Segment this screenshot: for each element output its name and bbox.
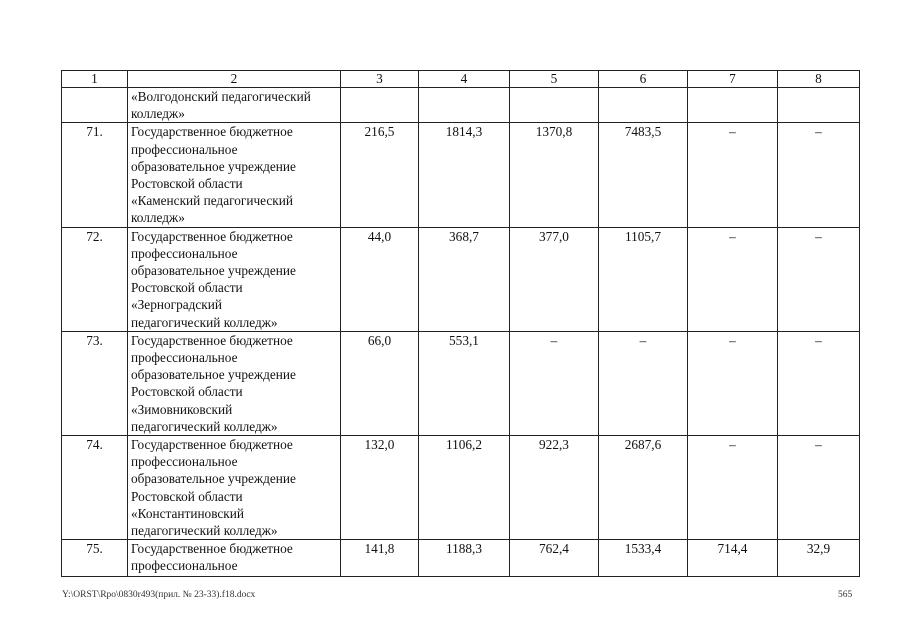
column-header: 6: [599, 71, 688, 88]
name-line: профессиональное: [131, 245, 238, 261]
table-row: [62, 123, 860, 227]
name-line: профессиональное: [131, 350, 238, 366]
value-col-4: 1106,2: [419, 436, 510, 540]
row-number: 73.: [62, 331, 128, 435]
institution-name: [128, 436, 341, 540]
name-line: «Каменский педагогический: [131, 193, 293, 209]
value-col-6: 7483,5: [599, 123, 688, 227]
column-header: 5: [510, 71, 599, 88]
footer-file-path: Y:\ORST\Rpo\0830r493(прил. № 23-33).f18.docx: [62, 590, 256, 600]
value-col-3: 44,0: [341, 227, 419, 331]
institution-name: [128, 227, 341, 331]
value-col-5: [510, 88, 599, 123]
name-line: Государственное бюджетное: [131, 541, 293, 557]
name-line: колледж»: [131, 210, 185, 226]
value-col-5: 377,0: [510, 227, 599, 331]
name-line: Государственное бюджетное: [131, 437, 293, 453]
value-col-8: [778, 88, 860, 123]
table-row: [62, 436, 860, 540]
value-col-5: 762,4: [510, 540, 599, 577]
value-col-4: 553,1: [419, 331, 510, 435]
name-line: «Зимовниковский: [131, 401, 233, 417]
value-col-3: 66,0: [341, 331, 419, 435]
name-line: Государственное бюджетное: [131, 228, 293, 244]
name-line: образовательное учреждение: [131, 367, 296, 383]
table-row: [62, 331, 860, 435]
value-col-4: [419, 88, 510, 123]
value-col-7: –: [688, 227, 778, 331]
value-col-4: 368,7: [419, 227, 510, 331]
name-line: Государственное бюджетное: [131, 332, 293, 348]
table-row: [62, 227, 860, 331]
institution-name: [128, 88, 341, 123]
institution-name: [128, 540, 341, 577]
name-line: Ростовской области: [131, 176, 243, 192]
value-col-6: 1533,4: [599, 540, 688, 577]
value-col-3: 132,0: [341, 436, 419, 540]
name-line: профессиональное: [131, 558, 238, 574]
value-col-7: 714,4: [688, 540, 778, 577]
name-line: профессиональное: [131, 454, 238, 470]
value-col-6: 2687,6: [599, 436, 688, 540]
name-line: Ростовской области: [131, 384, 243, 400]
value-col-3: 141,8: [341, 540, 419, 577]
value-col-6: –: [599, 331, 688, 435]
name-line: профессиональное: [131, 141, 238, 157]
value-col-4: 1188,3: [419, 540, 510, 577]
value-col-8: –: [778, 436, 860, 540]
name-line: «Константиновский: [131, 505, 244, 521]
name-line: Государственное бюджетное: [131, 124, 293, 140]
column-header: 1: [62, 71, 128, 88]
column-header: 3: [341, 71, 419, 88]
column-header: 2: [128, 71, 341, 88]
name-line: Ростовской области: [131, 488, 243, 504]
data-table: [61, 70, 860, 577]
column-header: 7: [688, 71, 778, 88]
name-line: Ростовской области: [131, 280, 243, 296]
name-line: педагогический колледж»: [131, 523, 278, 539]
row-number: 75.: [62, 540, 128, 577]
value-col-8: –: [778, 123, 860, 227]
value-col-3: 216,5: [341, 123, 419, 227]
table-row: [62, 540, 860, 577]
value-col-7: [688, 88, 778, 123]
name-line: педагогический колледж»: [131, 418, 278, 434]
value-col-7: –: [688, 436, 778, 540]
row-number: 71.: [62, 123, 128, 227]
name-line: образовательное учреждение: [131, 263, 296, 279]
footer-page-number: 565: [838, 590, 853, 600]
value-col-7: –: [688, 123, 778, 227]
value-col-8: –: [778, 227, 860, 331]
value-col-5: –: [510, 331, 599, 435]
institution-name: [128, 331, 341, 435]
name-line: образовательное учреждение: [131, 158, 296, 174]
value-col-8: 32,9: [778, 540, 860, 577]
value-col-4: 1814,3: [419, 123, 510, 227]
name-line: колледж»: [131, 106, 185, 122]
value-col-6: [599, 88, 688, 123]
value-col-5: 1370,8: [510, 123, 599, 227]
table-header-row: [62, 71, 860, 88]
name-line: педагогический колледж»: [131, 314, 278, 330]
value-col-7: –: [688, 331, 778, 435]
column-header: 8: [778, 71, 860, 88]
row-number: 72.: [62, 227, 128, 331]
value-col-6: 1105,7: [599, 227, 688, 331]
value-col-8: –: [778, 331, 860, 435]
column-header: 4: [419, 71, 510, 88]
value-col-5: 922,3: [510, 436, 599, 540]
name-line: образовательное учреждение: [131, 471, 296, 487]
row-number: [62, 88, 128, 123]
row-number: 74.: [62, 436, 128, 540]
name-line: «Зерноградский: [131, 297, 222, 313]
institution-name: [128, 123, 341, 227]
name-line: «Волгодонский педагогический: [131, 89, 311, 104]
table-row: [62, 88, 860, 123]
value-col-3: [341, 88, 419, 123]
